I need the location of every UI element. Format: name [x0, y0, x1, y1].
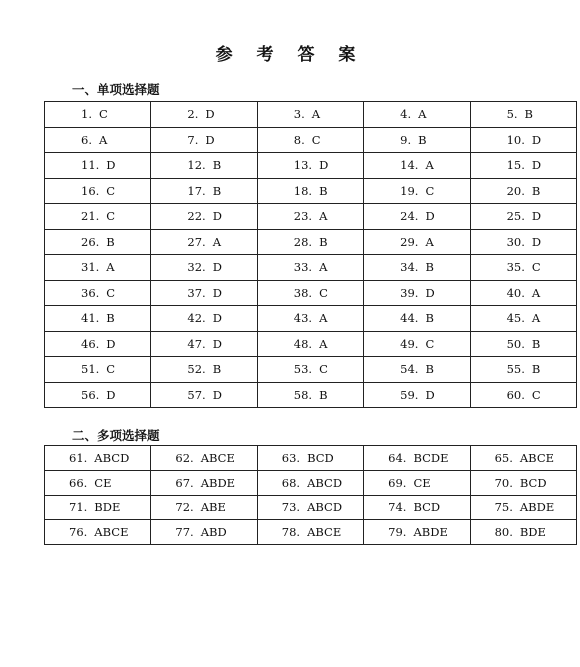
answer-cell [470, 229, 576, 255]
answer-cell [45, 255, 151, 281]
question-number: 2. [187, 107, 199, 122]
answer-cell [364, 520, 470, 545]
answer-row [45, 470, 577, 495]
question-number: 55. [506, 362, 525, 377]
answer-letter: B [531, 362, 541, 377]
answer-letter: BDE [94, 500, 121, 515]
answer-letter: A [319, 209, 328, 224]
question-number: 4. [400, 107, 412, 122]
answer-cell [45, 127, 151, 153]
question-number: 14. [400, 158, 419, 173]
question-number: 78. [281, 525, 301, 540]
answer-cell [151, 255, 257, 281]
answer-cell [45, 470, 151, 495]
answer-cell [151, 446, 257, 471]
question-number: 67. [175, 475, 194, 490]
question-number: 44. [400, 311, 419, 326]
question-number: 59. [400, 387, 419, 402]
question-number: 5. [506, 107, 518, 122]
question-number: 57. [187, 387, 206, 402]
answer-row [45, 204, 577, 230]
question-number: 13. [293, 158, 313, 173]
answer-cell [470, 280, 576, 306]
question-number: 80. [494, 525, 513, 540]
answer-letter: D [205, 132, 215, 147]
question-number: 8. [293, 132, 305, 147]
answer-letter: BCD [519, 475, 547, 490]
answer-cell [470, 470, 576, 495]
section-title-single-choice: 一、单项选择题 [72, 82, 160, 97]
answer-letter: C [531, 387, 541, 402]
answer-cell [45, 153, 151, 179]
answer-row [45, 102, 577, 128]
answer-letter: ABCE [519, 450, 555, 465]
answer-cell [45, 306, 151, 332]
question-number: 62. [175, 450, 194, 465]
question-number: 48. [293, 336, 313, 351]
answer-cell [364, 470, 470, 495]
answer-letter: D [106, 336, 116, 351]
answer-row [45, 382, 577, 408]
question-number: 47. [187, 336, 206, 351]
answer-cell [257, 280, 363, 306]
answer-row [45, 280, 577, 306]
answer-cell [151, 495, 257, 520]
answer-letter: BCD [307, 450, 334, 465]
question-number: 15. [506, 158, 525, 173]
answer-letter: D [212, 209, 222, 224]
question-number: 51. [81, 362, 100, 377]
single-choice-answer-table [44, 101, 577, 408]
answer-cell [364, 382, 470, 408]
answer-cell [257, 357, 363, 383]
answer-letter: A [106, 260, 115, 275]
question-number: 41. [81, 311, 100, 326]
question-number: 21. [81, 209, 100, 224]
answer-cell [45, 331, 151, 357]
question-number: 61. [69, 450, 88, 465]
question-number: 66. [69, 475, 88, 490]
answer-letter: ABD [200, 525, 227, 540]
answer-letter: ABDE [413, 525, 448, 540]
answer-cell [45, 520, 151, 545]
question-number: 77. [175, 525, 194, 540]
question-number: 71. [69, 500, 88, 515]
answer-cell [45, 382, 151, 408]
question-number: 40. [506, 285, 525, 300]
question-number: 74. [388, 500, 407, 515]
answer-letter: D [212, 387, 222, 402]
answer-cell [364, 127, 470, 153]
answer-letter: CE [413, 475, 431, 490]
answer-letter: C [319, 362, 328, 377]
answer-cell [364, 204, 470, 230]
answer-letter: B [531, 183, 541, 198]
answer-row [45, 255, 577, 281]
answer-cell [470, 204, 576, 230]
answer-letter: A [319, 260, 328, 275]
question-number: 20. [506, 183, 525, 198]
question-number: 49. [400, 336, 419, 351]
answer-cell [257, 331, 363, 357]
question-number: 79. [388, 525, 407, 540]
question-number: 7. [187, 132, 199, 147]
answer-letter: D [212, 336, 222, 351]
answer-letter: C [311, 132, 321, 147]
answer-row [45, 127, 577, 153]
question-number: 72. [175, 500, 194, 515]
question-number: 70. [494, 475, 513, 490]
answer-letter: ABCE [200, 450, 235, 465]
question-number: 50. [506, 336, 525, 351]
answer-letter: ABDE [200, 475, 236, 490]
answer-letter: D [425, 209, 435, 224]
question-number: 73. [281, 500, 301, 515]
question-number: 9. [400, 132, 412, 147]
question-number: 54. [400, 362, 419, 377]
answer-letter: BCDE [413, 450, 449, 465]
answer-cell [45, 229, 151, 255]
answer-letter: A [311, 107, 321, 122]
answer-letter: ABCD [94, 450, 130, 465]
question-number: 19. [400, 183, 419, 198]
question-number: 64. [388, 450, 407, 465]
answer-cell [257, 306, 363, 332]
answer-cell [470, 255, 576, 281]
question-number: 42. [187, 311, 206, 326]
answer-cell [364, 178, 470, 204]
question-number: 53. [293, 362, 313, 377]
answer-cell [257, 102, 363, 128]
answer-cell [364, 331, 470, 357]
answer-letter: D [531, 132, 542, 147]
question-number: 29. [400, 234, 419, 249]
answer-row [45, 229, 577, 255]
question-number: 31. [81, 260, 100, 275]
question-number: 18. [293, 183, 313, 198]
answer-cell [151, 470, 257, 495]
answer-cell [257, 520, 363, 545]
answer-letter: B [106, 311, 115, 326]
section-title-multiple-choice: 二、多项选择题 [72, 428, 160, 443]
answer-cell [257, 382, 363, 408]
answer-cell [45, 280, 151, 306]
question-number: 24. [400, 209, 419, 224]
question-number: 68. [281, 475, 301, 490]
answer-row [45, 357, 577, 383]
answer-cell [45, 495, 151, 520]
answer-cell [257, 470, 363, 495]
question-number: 10. [506, 132, 525, 147]
question-number: 75. [494, 500, 513, 515]
answer-cell [364, 306, 470, 332]
question-number: 32. [187, 260, 206, 275]
answer-letter: C [106, 285, 116, 300]
answer-letter: CE [94, 475, 112, 490]
question-number: 45. [506, 311, 525, 326]
answer-cell [151, 331, 257, 357]
answer-letter: BDE [519, 525, 546, 540]
answer-letter: B [425, 311, 434, 326]
question-number: 30. [506, 234, 525, 249]
answer-cell [470, 446, 576, 471]
answer-row [45, 495, 577, 520]
answer-cell [151, 229, 257, 255]
answer-cell [151, 204, 257, 230]
answer-letter: C [98, 107, 108, 122]
answer-letter: B [212, 183, 222, 198]
answer-letter: D [531, 158, 542, 173]
page-title: 参 考 答 案 [215, 45, 365, 65]
question-number: 36. [81, 285, 100, 300]
answer-letter: D [319, 158, 329, 173]
answer-letter: A [425, 234, 434, 249]
answer-letter: A [319, 311, 328, 326]
answer-letter: C [106, 183, 116, 198]
question-number: 25. [506, 209, 525, 224]
question-number: 22. [187, 209, 206, 224]
answer-cell [257, 153, 363, 179]
answer-letter: B [524, 107, 533, 122]
question-number: 17. [187, 183, 206, 198]
answer-row [45, 306, 577, 332]
answer-letter: B [319, 183, 328, 198]
question-number: 26. [81, 234, 100, 249]
answer-letter: C [319, 285, 328, 300]
answer-cell [470, 520, 576, 545]
question-number: 69. [388, 475, 407, 490]
answer-letter: A [212, 234, 221, 249]
answer-cell [257, 204, 363, 230]
answer-letter: B [319, 387, 328, 402]
answer-cell [364, 357, 470, 383]
answer-cell [151, 153, 257, 179]
question-number: 43. [293, 311, 313, 326]
answer-letter: B [425, 362, 434, 377]
answer-cell [364, 280, 470, 306]
answer-letter: D [212, 311, 222, 326]
answer-letter: D [106, 158, 116, 173]
answer-letter: B [106, 234, 115, 249]
answer-cell [364, 255, 470, 281]
answer-cell [364, 229, 470, 255]
answer-cell [151, 306, 257, 332]
answer-letter: ABCD [307, 475, 343, 490]
question-number: 12. [187, 158, 206, 173]
question-number: 65. [494, 450, 513, 465]
answer-letter: ABCE [94, 525, 129, 540]
answer-letter: B [212, 158, 222, 173]
answer-letter: C [425, 336, 435, 351]
multiple-choice-answer-table [44, 445, 577, 545]
answer-letter: C [531, 260, 541, 275]
answer-letter: BCD [413, 500, 441, 515]
answer-cell [151, 520, 257, 545]
question-number: 28. [293, 234, 313, 249]
answer-cell [470, 153, 576, 179]
answer-cell [45, 204, 151, 230]
answer-letter: A [531, 285, 541, 300]
answer-cell [45, 446, 151, 471]
answer-letter: A [98, 132, 108, 147]
answer-cell [364, 495, 470, 520]
answer-cell [151, 382, 257, 408]
answer-letter: ABE [200, 500, 226, 515]
answer-letter: ABDE [519, 500, 555, 515]
answer-letter: D [106, 387, 116, 402]
answer-letter: D [212, 260, 222, 275]
answer-cell [257, 229, 363, 255]
answer-cell [364, 102, 470, 128]
question-number: 27. [187, 234, 206, 249]
answer-letter: D [425, 285, 435, 300]
answer-letter: ABCD [307, 500, 343, 515]
question-number: 6. [81, 132, 92, 147]
answer-row [45, 331, 577, 357]
question-number: 35. [506, 260, 525, 275]
question-number: 63. [281, 450, 301, 465]
answer-cell [470, 495, 576, 520]
question-number: 23. [293, 209, 313, 224]
answer-cell [151, 102, 257, 128]
answer-cell [470, 102, 576, 128]
answer-letter: D [531, 234, 542, 249]
answer-letter: ABCE [307, 525, 342, 540]
answer-cell [45, 102, 151, 128]
answer-row [45, 520, 577, 545]
answer-row [45, 153, 577, 179]
answer-cell [257, 255, 363, 281]
question-number: 16. [81, 183, 100, 198]
answer-cell [257, 178, 363, 204]
answer-letter: B [418, 132, 427, 147]
question-number: 46. [81, 336, 100, 351]
answer-cell [470, 306, 576, 332]
answer-letter: B [319, 234, 328, 249]
answer-cell [45, 357, 151, 383]
answer-cell [151, 127, 257, 153]
question-number: 56. [81, 387, 100, 402]
answer-row [45, 446, 577, 471]
answer-letter: B [212, 362, 222, 377]
question-number: 60. [506, 387, 525, 402]
answer-letter: A [319, 336, 328, 351]
question-number: 39. [400, 285, 419, 300]
answer-letter: B [425, 260, 434, 275]
answer-cell [470, 331, 576, 357]
answer-cell [470, 382, 576, 408]
answer-cell [257, 495, 363, 520]
answer-letter: D [531, 209, 542, 224]
answer-letter: D [205, 107, 215, 122]
answer-letter: A [425, 158, 434, 173]
question-number: 37. [187, 285, 206, 300]
answer-letter: B [531, 336, 541, 351]
answer-row [45, 178, 577, 204]
answer-cell [45, 178, 151, 204]
answer-letter: D [212, 285, 222, 300]
answer-cell [151, 280, 257, 306]
answer-cell [364, 153, 470, 179]
answer-letter: A [531, 311, 541, 326]
question-number: 1. [81, 107, 92, 122]
question-number: 3. [293, 107, 305, 122]
answer-cell [470, 127, 576, 153]
answer-letter: C [425, 183, 435, 198]
answer-cell [470, 178, 576, 204]
answer-letter: C [106, 209, 116, 224]
answer-letter: D [425, 387, 435, 402]
question-number: 52. [187, 362, 206, 377]
answer-cell [470, 357, 576, 383]
answer-cell [257, 127, 363, 153]
answer-cell [257, 446, 363, 471]
answer-letter: A [418, 107, 427, 122]
answer-cell [151, 357, 257, 383]
question-number: 33. [293, 260, 313, 275]
question-number: 11. [81, 158, 100, 173]
question-number: 76. [69, 525, 88, 540]
question-number: 38. [293, 285, 313, 300]
answer-letter: C [106, 362, 116, 377]
answer-cell [151, 178, 257, 204]
question-number: 58. [293, 387, 313, 402]
answer-cell [364, 446, 470, 471]
question-number: 34. [400, 260, 419, 275]
